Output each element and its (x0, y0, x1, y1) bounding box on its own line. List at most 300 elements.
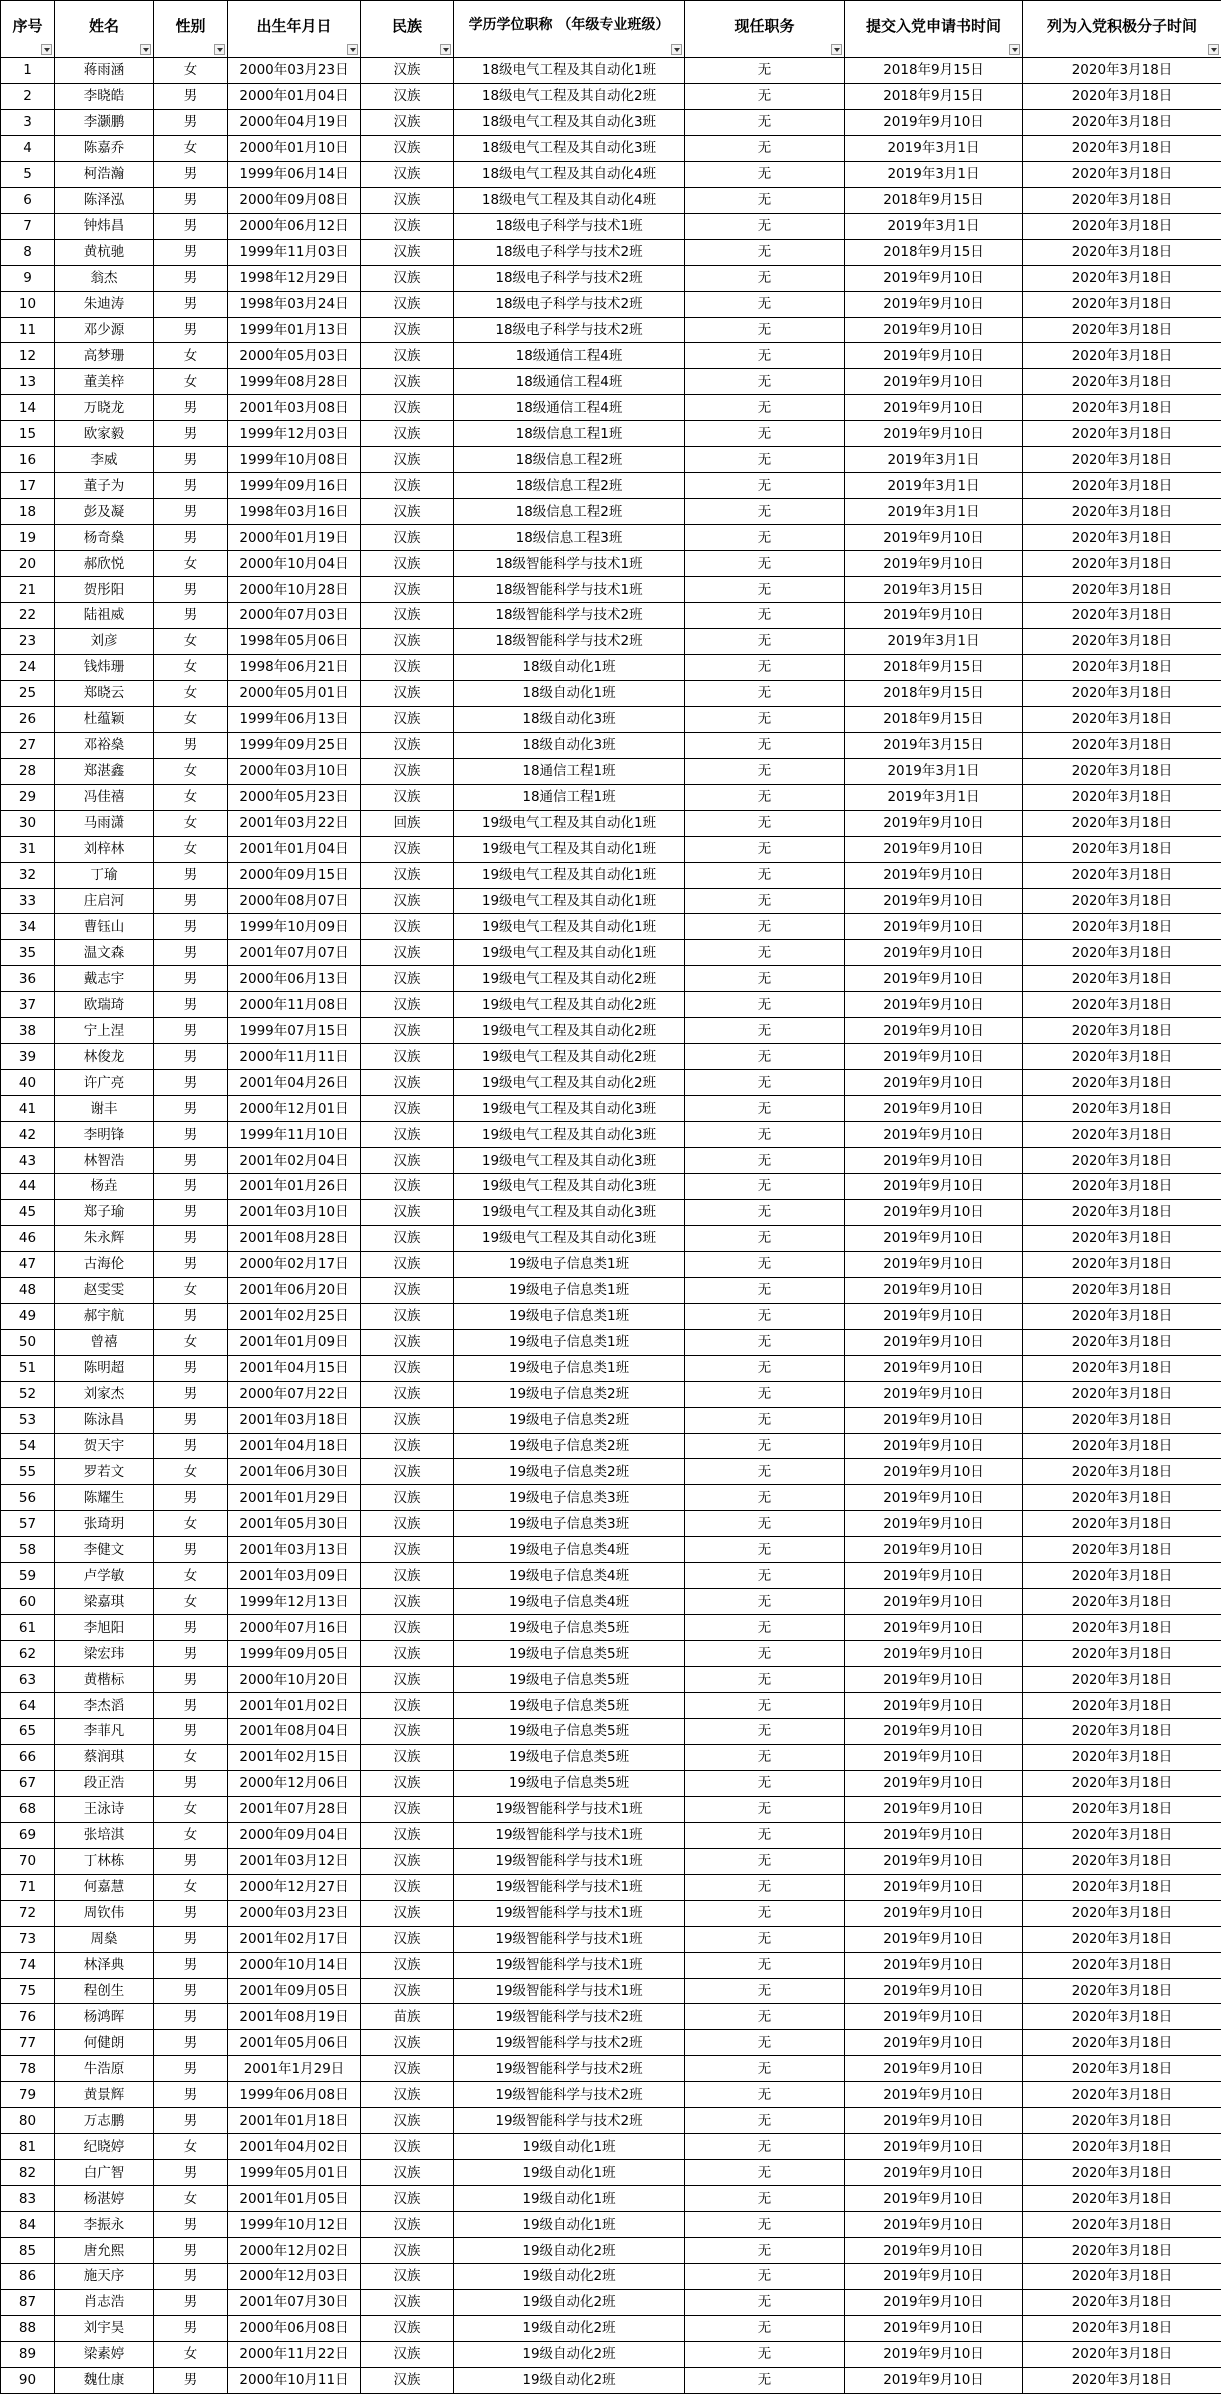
cell-class[interactable]: 19级电气工程及其自动化3班 (454, 1173, 685, 1199)
cell-no[interactable]: 36 (1, 966, 55, 992)
table-row[interactable] (1, 914, 1221, 940)
cell-activist-date[interactable]: 2020年3月18日 (1023, 1277, 1221, 1303)
cell-ethnicity[interactable]: 汉族 (361, 1096, 454, 1122)
cell-class[interactable]: 18级信息工程2班 (454, 447, 685, 473)
cell-ethnicity[interactable]: 汉族 (361, 2238, 454, 2264)
cell-ethnicity[interactable]: 汉族 (361, 1329, 454, 1355)
cell-activist-date[interactable]: 2020年3月18日 (1023, 213, 1221, 239)
cell-apply-date[interactable]: 2019年9月10日 (845, 2341, 1023, 2367)
cell-class[interactable]: 18级电子科学与技术2班 (454, 239, 685, 265)
table-row[interactable] (1, 1511, 1221, 1537)
cell-sex[interactable]: 女 (154, 1459, 228, 1485)
cell-ethnicity[interactable]: 汉族 (361, 2134, 454, 2160)
cell-position[interactable]: 无 (685, 2238, 845, 2264)
cell-birth[interactable]: 2000年02月17日 (228, 1251, 361, 1277)
cell-apply-date[interactable]: 2019年9月10日 (845, 1225, 1023, 1251)
cell-birth[interactable]: 2000年03月10日 (228, 758, 361, 784)
cell-name[interactable]: 朱迪涛 (55, 291, 154, 317)
cell-position[interactable]: 无 (685, 1018, 845, 1044)
cell-apply-date[interactable]: 2019年9月10日 (845, 1589, 1023, 1615)
cell-ethnicity[interactable]: 汉族 (361, 265, 454, 291)
cell-birth[interactable]: 2001年01月29日 (228, 1485, 361, 1511)
cell-birth[interactable]: 2000年12月03日 (228, 2264, 361, 2290)
cell-no[interactable]: 8 (1, 239, 55, 265)
cell-class[interactable]: 18通信工程1班 (454, 758, 685, 784)
table-row[interactable] (1, 1952, 1221, 1978)
cell-class[interactable]: 19级电子信息类5班 (454, 1667, 685, 1693)
cell-name[interactable]: 白广智 (55, 2160, 154, 2186)
cell-position[interactable]: 无 (685, 1070, 845, 1096)
cell-no[interactable]: 70 (1, 1848, 55, 1874)
cell-no[interactable]: 55 (1, 1459, 55, 1485)
cell-ethnicity[interactable]: 汉族 (361, 2160, 454, 2186)
cell-activist-date[interactable]: 2020年3月18日 (1023, 135, 1221, 161)
table-row[interactable] (1, 603, 1221, 629)
cell-no[interactable]: 63 (1, 1667, 55, 1693)
cell-name[interactable]: 李健文 (55, 1537, 154, 1563)
cell-birth[interactable]: 1999年09月05日 (228, 1641, 361, 1667)
cell-ethnicity[interactable]: 汉族 (361, 1978, 454, 2004)
cell-ethnicity[interactable]: 汉族 (361, 473, 454, 499)
table-row[interactable] (1, 447, 1221, 473)
cell-ethnicity[interactable]: 汉族 (361, 1044, 454, 1070)
cell-sex[interactable]: 男 (154, 1693, 228, 1719)
cell-ethnicity[interactable]: 汉族 (361, 1693, 454, 1719)
cell-class[interactable]: 18级电子科学与技术2班 (454, 317, 685, 343)
cell-sex[interactable]: 男 (154, 2030, 228, 2056)
cell-class[interactable]: 19级电气工程及其自动化2班 (454, 966, 685, 992)
cell-birth[interactable]: 2001年01月02日 (228, 1693, 361, 1719)
cell-birth[interactable]: 2000年09月04日 (228, 1822, 361, 1848)
cell-position[interactable]: 无 (685, 2004, 845, 2030)
cell-name[interactable]: 李威 (55, 447, 154, 473)
cell-position[interactable]: 无 (685, 1044, 845, 1070)
cell-activist-date[interactable]: 2020年3月18日 (1023, 317, 1221, 343)
cell-sex[interactable]: 男 (154, 1096, 228, 1122)
cell-birth[interactable]: 2001年04月02日 (228, 2134, 361, 2160)
table-row[interactable] (1, 758, 1221, 784)
cell-no[interactable]: 30 (1, 810, 55, 836)
cell-name[interactable]: 黄景辉 (55, 2082, 154, 2108)
cell-birth[interactable]: 2000年09月15日 (228, 862, 361, 888)
cell-activist-date[interactable]: 2020年3月18日 (1023, 1018, 1221, 1044)
cell-position[interactable]: 无 (685, 914, 845, 940)
cell-apply-date[interactable]: 2019年9月10日 (845, 1693, 1023, 1719)
cell-sex[interactable]: 男 (154, 83, 228, 109)
cell-sex[interactable]: 男 (154, 239, 228, 265)
cell-apply-date[interactable]: 2019年9月10日 (845, 810, 1023, 836)
cell-activist-date[interactable]: 2020年3月18日 (1023, 187, 1221, 213)
cell-activist-date[interactable]: 2020年3月18日 (1023, 421, 1221, 447)
cell-name[interactable]: 李灏鹏 (55, 109, 154, 135)
cell-class[interactable]: 18级通信工程4班 (454, 343, 685, 369)
cell-apply-date[interactable]: 2019年9月10日 (845, 992, 1023, 1018)
cell-no[interactable]: 15 (1, 421, 55, 447)
cell-activist-date[interactable]: 2020年3月18日 (1023, 862, 1221, 888)
filter-dropdown-icon[interactable] (140, 44, 151, 55)
cell-sex[interactable]: 女 (154, 58, 228, 84)
cell-name[interactable]: 曾禧 (55, 1329, 154, 1355)
cell-ethnicity[interactable]: 汉族 (361, 1900, 454, 1926)
cell-sex[interactable]: 男 (154, 2289, 228, 2315)
cell-apply-date[interactable]: 2019年9月10日 (845, 2212, 1023, 2238)
cell-sex[interactable]: 男 (154, 1407, 228, 1433)
cell-ethnicity[interactable]: 汉族 (361, 1563, 454, 1589)
cell-ethnicity[interactable]: 汉族 (361, 1070, 454, 1096)
cell-birth[interactable]: 1999年12月03日 (228, 421, 361, 447)
cell-name[interactable]: 宁上涅 (55, 1018, 154, 1044)
table-row[interactable] (1, 1770, 1221, 1796)
table-row[interactable] (1, 1900, 1221, 1926)
cell-activist-date[interactable]: 2020年3月18日 (1023, 1459, 1221, 1485)
cell-no[interactable]: 24 (1, 654, 55, 680)
cell-apply-date[interactable]: 2019年9月10日 (845, 2082, 1023, 2108)
cell-apply-date[interactable]: 2019年9月10日 (845, 109, 1023, 135)
cell-birth[interactable]: 2001年03月12日 (228, 1848, 361, 1874)
cell-name[interactable]: 肖志浩 (55, 2289, 154, 2315)
cell-name[interactable]: 林智浩 (55, 1148, 154, 1174)
cell-apply-date[interactable]: 2019年9月10日 (845, 421, 1023, 447)
cell-position[interactable]: 无 (685, 1329, 845, 1355)
cell-name[interactable]: 周钦伟 (55, 1900, 154, 1926)
cell-apply-date[interactable]: 2019年9月10日 (845, 1926, 1023, 1952)
cell-no[interactable]: 72 (1, 1900, 55, 1926)
cell-no[interactable]: 75 (1, 1978, 55, 2004)
cell-name[interactable]: 杨奇燊 (55, 525, 154, 551)
cell-class[interactable]: 19级电气工程及其自动化1班 (454, 836, 685, 862)
cell-birth[interactable]: 2000年03月23日 (228, 1900, 361, 1926)
cell-no[interactable]: 59 (1, 1563, 55, 1589)
cell-apply-date[interactable]: 2019年9月10日 (845, 836, 1023, 862)
cell-activist-date[interactable]: 2020年3月18日 (1023, 1563, 1221, 1589)
cell-activist-date[interactable]: 2020年3月18日 (1023, 888, 1221, 914)
cell-activist-date[interactable]: 2020年3月18日 (1023, 1407, 1221, 1433)
cell-ethnicity[interactable]: 汉族 (361, 1589, 454, 1615)
cell-ethnicity[interactable]: 汉族 (361, 525, 454, 551)
cell-apply-date[interactable]: 2018年9月15日 (845, 706, 1023, 732)
cell-name[interactable]: 郝宇航 (55, 1303, 154, 1329)
cell-sex[interactable]: 男 (154, 447, 228, 473)
cell-name[interactable]: 张培淇 (55, 1822, 154, 1848)
cell-name[interactable]: 欧瑞琦 (55, 992, 154, 1018)
table-row[interactable] (1, 1459, 1221, 1485)
cell-apply-date[interactable]: 2019年9月10日 (845, 1952, 1023, 1978)
cell-apply-date[interactable]: 2019年9月10日 (845, 1096, 1023, 1122)
cell-birth[interactable]: 2000年01月10日 (228, 135, 361, 161)
cell-no[interactable]: 29 (1, 784, 55, 810)
cell-birth[interactable]: 2001年04月18日 (228, 1433, 361, 1459)
cell-name[interactable]: 周燊 (55, 1926, 154, 1952)
cell-apply-date[interactable]: 2019年9月10日 (845, 1381, 1023, 1407)
cell-sex[interactable]: 男 (154, 499, 228, 525)
cell-name[interactable]: 段正浩 (55, 1770, 154, 1796)
cell-birth[interactable]: 2000年07月16日 (228, 1615, 361, 1641)
cell-no[interactable]: 81 (1, 2134, 55, 2160)
cell-name[interactable]: 谢丰 (55, 1096, 154, 1122)
cell-activist-date[interactable]: 2020年3月18日 (1023, 1355, 1221, 1381)
table-row[interactable] (1, 1096, 1221, 1122)
cell-apply-date[interactable]: 2019年9月10日 (845, 1277, 1023, 1303)
cell-class[interactable]: 19级电子信息类1班 (454, 1277, 685, 1303)
cell-position[interactable]: 无 (685, 1667, 845, 1693)
cell-apply-date[interactable]: 2018年9月15日 (845, 83, 1023, 109)
cell-no[interactable]: 9 (1, 265, 55, 291)
table-row[interactable] (1, 1407, 1221, 1433)
cell-ethnicity[interactable]: 汉族 (361, 2289, 454, 2315)
cell-class[interactable]: 19级电子信息类3班 (454, 1485, 685, 1511)
cell-sex[interactable]: 女 (154, 2134, 228, 2160)
cell-no[interactable]: 6 (1, 187, 55, 213)
cell-name[interactable]: 梁素婷 (55, 2341, 154, 2367)
cell-ethnicity[interactable]: 汉族 (361, 2108, 454, 2134)
cell-name[interactable]: 魏仕康 (55, 2367, 154, 2393)
cell-birth[interactable]: 2001年07月30日 (228, 2289, 361, 2315)
cell-class[interactable]: 19级电子信息类1班 (454, 1251, 685, 1277)
cell-activist-date[interactable]: 2020年3月18日 (1023, 680, 1221, 706)
cell-activist-date[interactable]: 2020年3月18日 (1023, 2238, 1221, 2264)
cell-class[interactable]: 19级智能科学与技术1班 (454, 1822, 685, 1848)
cell-sex[interactable]: 男 (154, 2315, 228, 2341)
cell-position[interactable]: 无 (685, 2108, 845, 2134)
cell-class[interactable]: 18级电气工程及其自动化3班 (454, 135, 685, 161)
cell-class[interactable]: 19级自动化1班 (454, 2186, 685, 2212)
cell-position[interactable]: 无 (685, 395, 845, 421)
cell-sex[interactable]: 男 (154, 1122, 228, 1148)
cell-no[interactable]: 57 (1, 1511, 55, 1537)
cell-no[interactable]: 82 (1, 2160, 55, 2186)
cell-birth[interactable]: 2001年1月29日 (228, 2056, 361, 2082)
cell-no[interactable]: 49 (1, 1303, 55, 1329)
cell-name[interactable]: 丁瑜 (55, 862, 154, 888)
cell-sex[interactable]: 女 (154, 1277, 228, 1303)
cell-apply-date[interactable]: 2019年9月10日 (845, 1563, 1023, 1589)
cell-position[interactable]: 无 (685, 2134, 845, 2160)
table-row[interactable] (1, 862, 1221, 888)
cell-position[interactable]: 无 (685, 628, 845, 654)
cell-apply-date[interactable]: 2019年9月10日 (845, 1485, 1023, 1511)
cell-birth[interactable]: 1999年06月14日 (228, 161, 361, 187)
cell-no[interactable]: 87 (1, 2289, 55, 2315)
cell-birth[interactable]: 2001年01月04日 (228, 836, 361, 862)
cell-no[interactable]: 2 (1, 83, 55, 109)
cell-activist-date[interactable]: 2020年3月18日 (1023, 109, 1221, 135)
cell-sex[interactable]: 男 (154, 1770, 228, 1796)
cell-ethnicity[interactable]: 回族 (361, 810, 454, 836)
table-row[interactable] (1, 784, 1221, 810)
cell-position[interactable]: 无 (685, 603, 845, 629)
cell-birth[interactable]: 2001年03月09日 (228, 1563, 361, 1589)
table-row[interactable] (1, 2186, 1221, 2212)
cell-class[interactable]: 19级智能科学与技术2班 (454, 2056, 685, 2082)
cell-no[interactable]: 69 (1, 1822, 55, 1848)
cell-birth[interactable]: 2001年07月07日 (228, 940, 361, 966)
cell-position[interactable]: 无 (685, 1589, 845, 1615)
cell-apply-date[interactable]: 2019年9月10日 (845, 291, 1023, 317)
cell-activist-date[interactable]: 2020年3月18日 (1023, 914, 1221, 940)
cell-name[interactable]: 彭及凝 (55, 499, 154, 525)
cell-apply-date[interactable]: 2019年9月10日 (845, 1848, 1023, 1874)
table-row[interactable] (1, 1381, 1221, 1407)
cell-apply-date[interactable]: 2019年9月10日 (845, 1615, 1023, 1641)
table-row[interactable] (1, 1693, 1221, 1719)
cell-sex[interactable]: 男 (154, 914, 228, 940)
cell-apply-date[interactable]: 2019年3月1日 (845, 499, 1023, 525)
cell-position[interactable]: 无 (685, 1459, 845, 1485)
cell-activist-date[interactable]: 2020年3月18日 (1023, 343, 1221, 369)
cell-sex[interactable]: 男 (154, 603, 228, 629)
cell-position[interactable]: 无 (685, 291, 845, 317)
cell-name[interactable]: 庄启河 (55, 888, 154, 914)
table-row[interactable] (1, 2004, 1221, 2030)
cell-apply-date[interactable]: 2019年9月10日 (845, 1978, 1023, 2004)
cell-sex[interactable]: 女 (154, 369, 228, 395)
cell-name[interactable]: 董子为 (55, 473, 154, 499)
cell-ethnicity[interactable]: 汉族 (361, 2264, 454, 2290)
cell-birth[interactable]: 2000年05月01日 (228, 680, 361, 706)
cell-class[interactable]: 19级电子信息类4班 (454, 1589, 685, 1615)
table-row[interactable] (1, 2341, 1221, 2367)
cell-class[interactable]: 18级智能科学与技术1班 (454, 577, 685, 603)
cell-activist-date[interactable]: 2020年3月18日 (1023, 836, 1221, 862)
cell-activist-date[interactable]: 2020年3月18日 (1023, 992, 1221, 1018)
cell-class[interactable]: 19级自动化2班 (454, 2238, 685, 2264)
cell-ethnicity[interactable]: 汉族 (361, 161, 454, 187)
cell-ethnicity[interactable]: 汉族 (361, 2212, 454, 2238)
cell-name[interactable]: 郑湛鑫 (55, 758, 154, 784)
cell-sex[interactable]: 男 (154, 2367, 228, 2393)
cell-birth[interactable]: 2001年08月19日 (228, 2004, 361, 2030)
cell-birth[interactable]: 1999年09月16日 (228, 473, 361, 499)
cell-activist-date[interactable]: 2020年3月18日 (1023, 1070, 1221, 1096)
cell-ethnicity[interactable]: 汉族 (361, 628, 454, 654)
cell-no[interactable]: 74 (1, 1952, 55, 1978)
cell-no[interactable]: 21 (1, 577, 55, 603)
cell-no[interactable]: 42 (1, 1122, 55, 1148)
cell-apply-date[interactable]: 2019年3月1日 (845, 161, 1023, 187)
cell-no[interactable]: 67 (1, 1770, 55, 1796)
cell-birth[interactable]: 2000年05月03日 (228, 343, 361, 369)
cell-no[interactable]: 7 (1, 213, 55, 239)
cell-sex[interactable]: 男 (154, 577, 228, 603)
cell-sex[interactable]: 男 (154, 2212, 228, 2238)
cell-sex[interactable]: 男 (154, 2004, 228, 2030)
cell-position[interactable]: 无 (685, 525, 845, 551)
cell-name[interactable]: 王泳诗 (55, 1796, 154, 1822)
cell-ethnicity[interactable]: 汉族 (361, 1952, 454, 1978)
cell-position[interactable]: 无 (685, 2160, 845, 2186)
cell-apply-date[interactable]: 2019年9月10日 (845, 1355, 1023, 1381)
cell-position[interactable]: 无 (685, 732, 845, 758)
cell-position[interactable]: 无 (685, 1381, 845, 1407)
table-row[interactable] (1, 654, 1221, 680)
cell-class[interactable]: 19级电子信息类3班 (454, 1511, 685, 1537)
table-row[interactable] (1, 732, 1221, 758)
table-row[interactable] (1, 992, 1221, 1018)
cell-sex[interactable]: 男 (154, 2082, 228, 2108)
cell-sex[interactable]: 女 (154, 706, 228, 732)
cell-sex[interactable]: 男 (154, 2056, 228, 2082)
cell-no[interactable]: 18 (1, 499, 55, 525)
cell-ethnicity[interactable]: 汉族 (361, 758, 454, 784)
table-row[interactable] (1, 1615, 1221, 1641)
cell-name[interactable]: 欧家毅 (55, 421, 154, 447)
cell-class[interactable]: 19级电气工程及其自动化3班 (454, 1199, 685, 1225)
cell-position[interactable]: 无 (685, 1796, 845, 1822)
cell-position[interactable]: 无 (685, 317, 845, 343)
cell-ethnicity[interactable]: 汉族 (361, 1407, 454, 1433)
cell-ethnicity[interactable]: 汉族 (361, 551, 454, 577)
cell-class[interactable]: 19级智能科学与技术1班 (454, 1978, 685, 2004)
cell-name[interactable]: 李旭阳 (55, 1615, 154, 1641)
cell-position[interactable]: 无 (685, 966, 845, 992)
cell-position[interactable]: 无 (685, 1199, 845, 1225)
cell-name[interactable]: 刘家杰 (55, 1381, 154, 1407)
table-row[interactable] (1, 1874, 1221, 1900)
cell-no[interactable]: 65 (1, 1719, 55, 1745)
cell-ethnicity[interactable]: 汉族 (361, 421, 454, 447)
cell-name[interactable]: 陈耀生 (55, 1485, 154, 1511)
cell-apply-date[interactable]: 2019年9月10日 (845, 2030, 1023, 2056)
cell-activist-date[interactable]: 2020年3月18日 (1023, 447, 1221, 473)
cell-name[interactable]: 邓裕燊 (55, 732, 154, 758)
cell-birth[interactable]: 2000年10月11日 (228, 2367, 361, 2393)
cell-position[interactable]: 无 (685, 447, 845, 473)
table-row[interactable] (1, 836, 1221, 862)
cell-no[interactable]: 28 (1, 758, 55, 784)
cell-sex[interactable]: 男 (154, 1251, 228, 1277)
cell-no[interactable]: 62 (1, 1641, 55, 1667)
cell-class[interactable]: 19级自动化2班 (454, 2264, 685, 2290)
cell-birth[interactable]: 2000年01月19日 (228, 525, 361, 551)
table-row[interactable] (1, 1667, 1221, 1693)
table-row[interactable] (1, 213, 1221, 239)
cell-sex[interactable]: 男 (154, 888, 228, 914)
cell-birth[interactable]: 2000年08月07日 (228, 888, 361, 914)
cell-sex[interactable]: 男 (154, 992, 228, 1018)
cell-activist-date[interactable]: 2020年3月18日 (1023, 525, 1221, 551)
cell-no[interactable]: 79 (1, 2082, 55, 2108)
cell-ethnicity[interactable]: 汉族 (361, 2341, 454, 2367)
cell-no[interactable]: 5 (1, 161, 55, 187)
cell-name[interactable]: 许广亮 (55, 1070, 154, 1096)
cell-activist-date[interactable]: 2020年3月18日 (1023, 1822, 1221, 1848)
cell-apply-date[interactable]: 2019年9月10日 (845, 2315, 1023, 2341)
cell-ethnicity[interactable]: 汉族 (361, 1355, 454, 1381)
table-row[interactable] (1, 187, 1221, 213)
cell-apply-date[interactable]: 2019年9月10日 (845, 1744, 1023, 1770)
cell-apply-date[interactable]: 2019年9月10日 (845, 1251, 1023, 1277)
cell-birth[interactable]: 1998年12月29日 (228, 265, 361, 291)
cell-position[interactable]: 无 (685, 58, 845, 84)
filter-dropdown-icon[interactable] (214, 44, 225, 55)
cell-name[interactable]: 张琦玥 (55, 1511, 154, 1537)
cell-birth[interactable]: 1999年10月08日 (228, 447, 361, 473)
cell-apply-date[interactable]: 2019年9月10日 (845, 1770, 1023, 1796)
cell-name[interactable]: 梁宏玮 (55, 1641, 154, 1667)
cell-activist-date[interactable]: 2020年3月18日 (1023, 239, 1221, 265)
cell-sex[interactable]: 男 (154, 2160, 228, 2186)
cell-ethnicity[interactable]: 汉族 (361, 1225, 454, 1251)
table-row[interactable] (1, 1199, 1221, 1225)
cell-activist-date[interactable]: 2020年3月18日 (1023, 1874, 1221, 1900)
cell-birth[interactable]: 1999年12月13日 (228, 1589, 361, 1615)
cell-apply-date[interactable]: 2019年9月10日 (845, 1018, 1023, 1044)
cell-sex[interactable]: 男 (154, 732, 228, 758)
cell-activist-date[interactable]: 2020年3月18日 (1023, 2264, 1221, 2290)
cell-sex[interactable]: 男 (154, 940, 228, 966)
cell-position[interactable]: 无 (685, 1355, 845, 1381)
table-row[interactable] (1, 551, 1221, 577)
